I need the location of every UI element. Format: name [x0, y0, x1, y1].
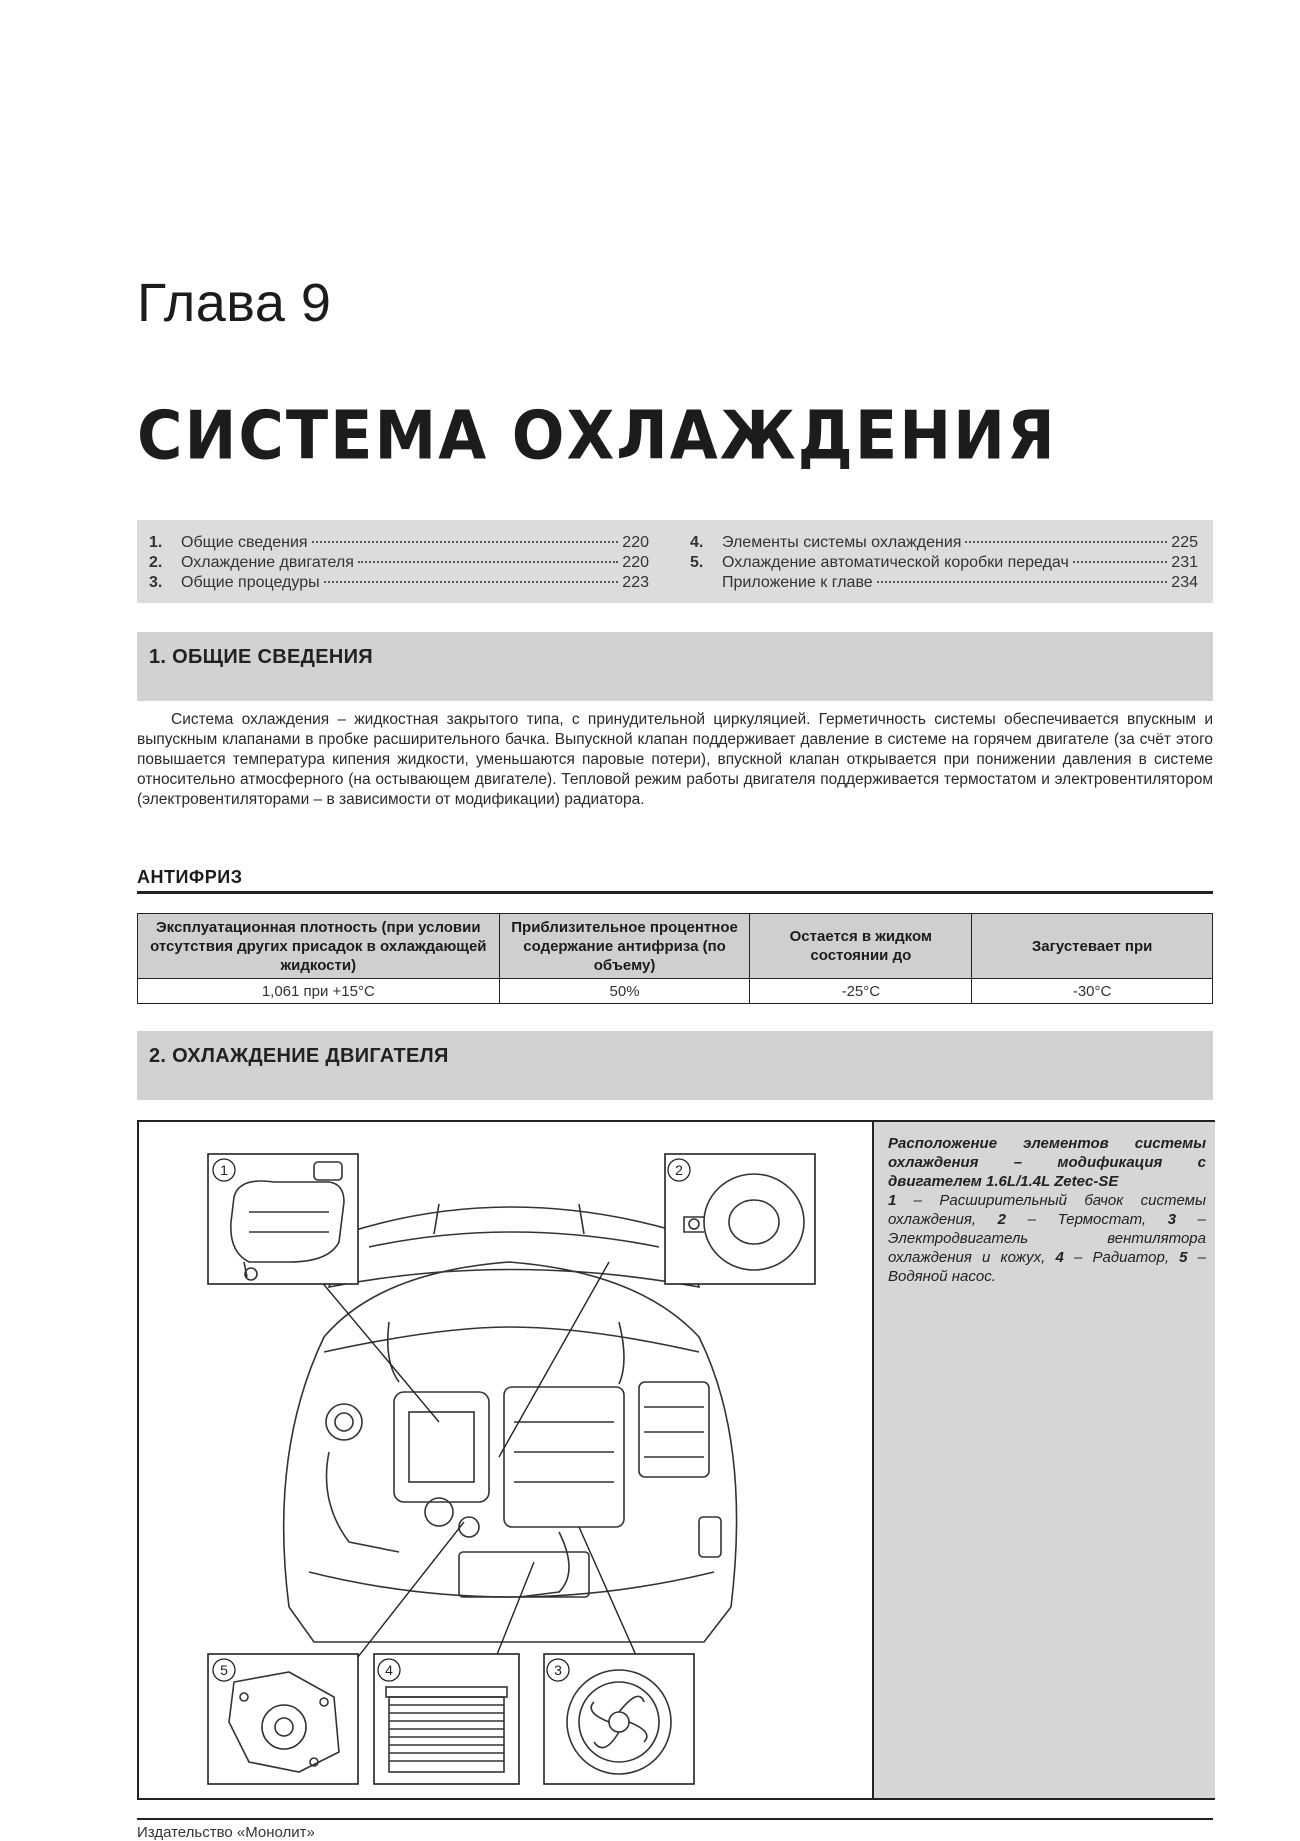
table-header-cell: Остается в жидком состоянии до: [750, 914, 972, 979]
chapter-title: СИСТЕМА ОХЛАЖДЕНИЯ: [137, 396, 1057, 475]
table-of-contents: [137, 520, 1213, 603]
toc-page: 223: [622, 574, 649, 591]
table-header-row: [138, 914, 1213, 979]
callout-3: 3: [554, 1662, 562, 1678]
antifreeze-table: [137, 913, 1213, 1004]
subheading-rule: [137, 891, 1213, 894]
toc-entry[interactable]: [690, 554, 1198, 574]
caption-item-text: Термостат,: [1057, 1211, 1147, 1228]
toc-leader: [1073, 561, 1167, 563]
callout-4: 4: [385, 1662, 393, 1678]
toc-entry[interactable]: [149, 534, 649, 554]
body-paragraph: Система охлаждения – жидкостная закрытого типа, с принудительной циркуляцией. Герметичность системы обеспечивается впускным и выпускным клапанами в пробке расширительного бачка. Выпускной клапан поддерживает давление в системе на горячем двигателе (за счёт этого повышается температура кипения жидкости, уменьшаются паровые потери), впускной клапан открывается при понижении давления в системе относительно атмосферного (на остывающем двигателе). Тепловой режим работы двигателя поддерживается термостатом и электровентилятором (электровентиляторами – в зависимости от модификации) радиатора.: [137, 711, 1213, 808]
toc-page: 234: [1171, 574, 1198, 591]
toc-label: Приложение к главе: [722, 574, 873, 591]
toc-leader: [324, 581, 619, 583]
callout-1: 1: [220, 1162, 228, 1178]
engine-bay-illustration: [139, 1122, 872, 1798]
table-cell: -30°С: [972, 979, 1213, 1004]
toc-label: Общие сведения: [181, 534, 308, 551]
callout-5: 5: [220, 1662, 228, 1678]
publisher-footer: Издательство «Монолит»: [137, 1824, 315, 1841]
table-header-cell: Приблизительное процентное содержание антифриза (по объему): [499, 914, 750, 979]
table-row: [138, 979, 1213, 1004]
toc-number: 4.: [690, 534, 704, 551]
toc-entry[interactable]: [690, 534, 1198, 554]
caption-item-text: Электродвигатель вентилятора охлаждения и кожух,: [888, 1230, 1206, 1266]
chapter-label: Глава 9: [137, 273, 332, 333]
toc-label: Общие процедуры: [181, 574, 320, 591]
section-heading: 2. ОХЛАЖДЕНИЕ ДВИГАТЕЛЯ: [149, 1045, 449, 1067]
toc-number: 3.: [149, 574, 163, 591]
toc-right-column: [690, 534, 1198, 594]
toc-page: 220: [622, 554, 649, 571]
caption-item-number: 1: [888, 1192, 897, 1209]
toc-page: 231: [1171, 554, 1198, 571]
table-header-cell: Эксплуатационная плотность (при условии отсутствия других присадок в охлаждающей жидкости): [138, 914, 500, 979]
toc-number: 1.: [149, 534, 163, 551]
toc-number: 5.: [690, 554, 704, 571]
toc-leader: [358, 561, 618, 563]
caption-item-number: 5: [1179, 1249, 1188, 1266]
toc-entry[interactable]: [690, 574, 1198, 594]
toc-page: 225: [1171, 534, 1198, 551]
figure-caption-panel: [872, 1122, 1215, 1798]
figure-box: [137, 1120, 1215, 1800]
section-header-engine-cooling: [137, 1031, 1213, 1100]
caption-item-text: Расширительный бачок системы охлаждения,: [888, 1192, 1206, 1228]
table-cell: 50%: [499, 979, 750, 1004]
toc-leader: [877, 581, 1168, 583]
section-header-general: [137, 632, 1213, 701]
toc-left-column: [149, 534, 649, 594]
caption-item-number: 4: [1055, 1249, 1064, 1266]
toc-label: Элементы системы охлаждения: [722, 534, 962, 551]
toc-page: 220: [622, 534, 649, 551]
toc-label: Охлаждение двигателя: [181, 554, 354, 571]
toc-number: 2.: [149, 554, 163, 571]
antifreeze-heading: АНТИФРИЗ: [137, 867, 243, 887]
toc-leader: [965, 541, 1167, 543]
toc-entry[interactable]: [149, 574, 649, 594]
caption-item-number: 3: [1167, 1211, 1177, 1228]
caption-heading: Расположение элементов системы охлаждения – модификация с двигателем 1.6L/1.4L Zetec-SE: [888, 1135, 1206, 1190]
caption-item-number: 2: [997, 1211, 1007, 1228]
footer-rule: [137, 1818, 1213, 1820]
toc-leader: [312, 541, 619, 543]
toc-label: Охлаждение автоматической коробки передач: [722, 554, 1069, 571]
callout-2: 2: [675, 1162, 683, 1178]
figure-caption: Расположение элементов системы охлаждения – модификация с двигателем 1.6L/1.4L Zetec-SE 1 – Расширительный бачок системы охлаждения, 2 – Термостат, 3 – Электродвигатель вентилятора охлаждения и кожух, 4 – Радиатор, 5 – Водяной насос.: [888, 1135, 1207, 1285]
table-cell: -25°С: [750, 979, 972, 1004]
section-heading: 1. ОБЩИЕ СВЕДЕНИЯ: [149, 646, 373, 668]
caption-item-text: Радиатор,: [1092, 1249, 1169, 1266]
leader-lines: [284, 1237, 639, 1662]
caption-item-text: Водяной насос.: [888, 1268, 996, 1285]
table-cell: 1,061 при +15°С: [138, 979, 500, 1004]
table-header-cell: Загустевает при: [972, 914, 1213, 979]
toc-entry[interactable]: [149, 554, 649, 574]
